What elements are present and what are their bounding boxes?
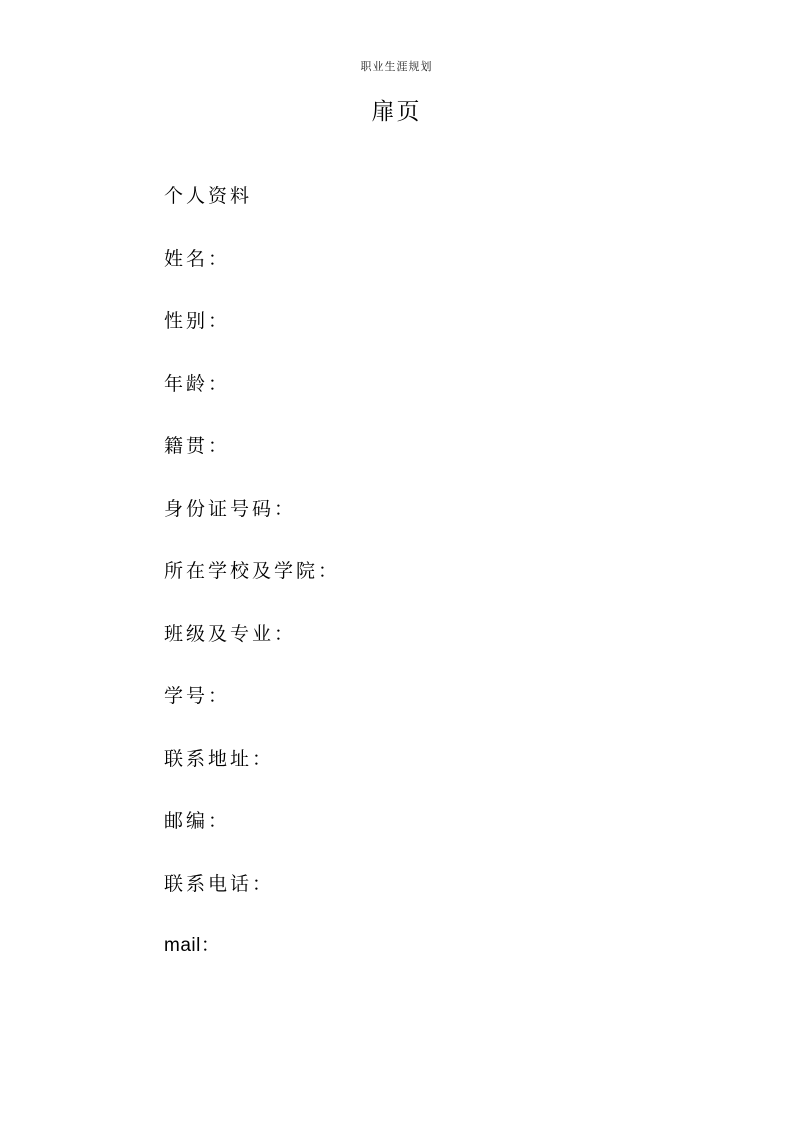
page-title: 扉页 [371, 99, 422, 125]
field-label-phone: 联系电话： [164, 872, 275, 895]
field-label-postcode: 邮编： [164, 810, 231, 832]
field-label-student-id: 学号： [164, 685, 231, 707]
field-label-name: 姓名： [164, 247, 231, 270]
field-label-id-number: 身份证号码： [164, 497, 297, 520]
field-label-class-major: 班级及专业： [164, 622, 297, 645]
field-label-address: 联系地址： [164, 747, 275, 770]
section-heading-personal-info: 个人资料 [164, 185, 253, 207]
field-label-school-college: 所在学校及学院： [164, 560, 341, 582]
running-header: 职业生涯规划 [360, 60, 433, 73]
field-label-native-place: 籍贯： [164, 435, 231, 457]
personal-info-list [164, 182, 340, 995]
field-label-email: mail： [164, 935, 221, 956]
field-label-gender: 性别： [164, 310, 231, 332]
field-label-age: 年龄： [164, 372, 231, 395]
